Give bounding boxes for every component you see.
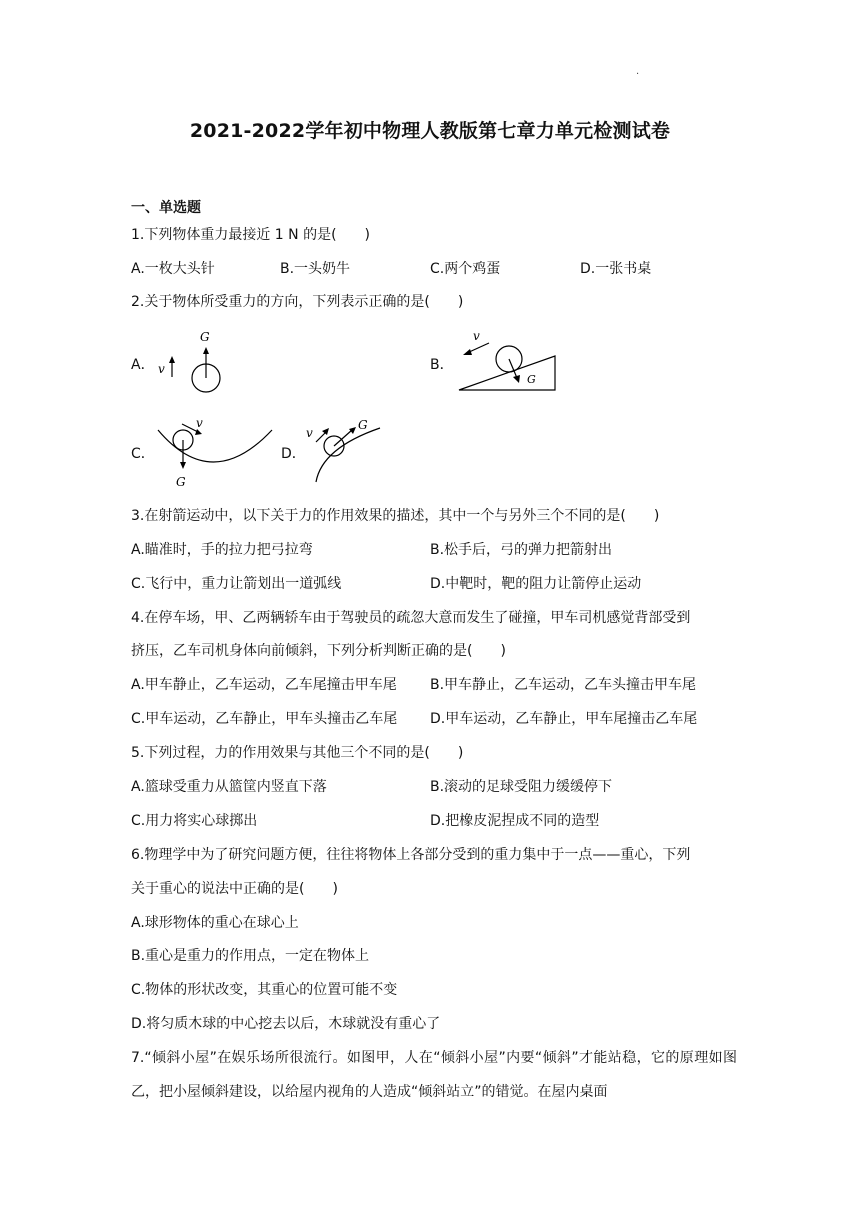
page-title: 2021-2022学年初中物理人教版第七章力单元检测试卷 xyxy=(189,120,671,142)
q4-option-b: B.甲车静止，乙车运动，乙车头撞击甲车尾 xyxy=(430,677,697,693)
q5-option-d: D.把橡皮泥捏成不同的造型 xyxy=(430,813,600,829)
fig-c-g-label: G xyxy=(176,475,186,489)
q2-figure-b xyxy=(455,326,560,396)
fig-d-v-label: v xyxy=(306,426,313,440)
q3-option-c: C.飞行中，重力让箭划出一道弧线 xyxy=(131,576,342,592)
q4-option-c: C.甲车运动，乙车静止，甲车头撞击乙车尾 xyxy=(131,711,398,727)
q4-option-a: A.甲车静止，乙车运动，乙车尾撞击甲车尾 xyxy=(131,677,397,693)
question-2-stem: 2.关于物体所受重力的方向，下列表示正确的是( ) xyxy=(131,294,464,310)
fig-c-v-label: v xyxy=(196,416,203,430)
question-6-stem-line2: 关于重心的说法中正确的是( ) xyxy=(131,881,338,897)
q6-option-b: B.重心是重力的作用点，一定在物体上 xyxy=(131,948,370,964)
question-5-stem: 5.下列过程，力的作用效果与其他三个不同的是( ) xyxy=(131,745,464,761)
q2-label-c: C． xyxy=(131,446,155,462)
q2-label-a: A． xyxy=(131,357,155,373)
q2-label-d: D． xyxy=(281,446,306,462)
q4-option-d: D.甲车运动，乙车静止，甲车尾撞击乙车尾 xyxy=(430,711,698,727)
question-4-stem-line2: 挤压，乙车司机身体向前倾斜，下列分析判断正确的是( ) xyxy=(131,643,506,659)
section-heading: 一、单选题 xyxy=(131,200,201,216)
fig-b-v-label: v xyxy=(473,329,480,343)
q2-figure-c xyxy=(150,414,280,490)
q6-option-a: A.球形物体的重心在球心上 xyxy=(131,915,299,931)
header-mark: . xyxy=(636,66,640,77)
fig-d-g-label: G xyxy=(358,418,368,432)
question-3-stem: 3.在射箭运动中，以下关于力的作用效果的描述，其中一个与另外三个不同的是( ) xyxy=(131,508,660,524)
q5-option-a: A.篮球受重力从篮筐内竖直下落 xyxy=(131,779,327,795)
question-4-stem-line1: 4.在停车场，甲、乙两辆轿车由于驾驶员的疏忽大意而发生了碰撞，甲车司机感觉背部受到 xyxy=(131,610,691,626)
question-7-text: 7.“倾斜小屋”在娱乐场所很流行。如图甲，人在“倾斜小屋”内要“倾斜”才能站稳，它的原理如图乙，把小屋倾斜建设，以给屋内视角的人造成“倾斜站立”的错觉。在屋内桌面 xyxy=(131,1050,737,1100)
q2-figure-d xyxy=(300,414,390,490)
question-6-stem-line1: 6.物理学中为了研究问题方便，往往将物体上各部分受到的重力集中于一点——重心，下列 xyxy=(131,847,691,863)
q1-option-d: D.一张书桌 xyxy=(580,261,652,277)
question-1-stem: 1.下列物体重力最接近 1 N 的是( ) xyxy=(131,227,371,243)
q2-figure-a xyxy=(150,326,230,396)
q5-option-b: B.滚动的足球受阻力缓缓停下 xyxy=(430,779,613,795)
q3-option-d: D.中靶时，靶的阻力让箭停止运动 xyxy=(430,576,642,592)
fig-b-g-label: G xyxy=(527,373,536,386)
fig-a-g-label: G xyxy=(200,330,210,344)
q1-option-b: B.一头奶牛 xyxy=(280,261,351,277)
fig-a-v-label: v xyxy=(158,362,165,376)
q5-option-c: C.用力将实心球掷出 xyxy=(131,813,258,829)
q3-option-a: A.瞄准时，手的拉力把弓拉弯 xyxy=(131,542,313,558)
q1-option-c: C.两个鸡蛋 xyxy=(430,261,501,277)
q3-option-b: B.松手后，弓的弹力把箭射出 xyxy=(430,542,613,558)
q6-option-d: D.将匀质木球的中心挖去以后，木球就没有重心了 xyxy=(131,1016,441,1032)
q1-option-a: A.一枚大头针 xyxy=(131,261,215,277)
q2-label-b: B． xyxy=(430,357,454,373)
q6-option-c: C.物体的形状改变，其重心的位置可能不变 xyxy=(131,982,398,998)
